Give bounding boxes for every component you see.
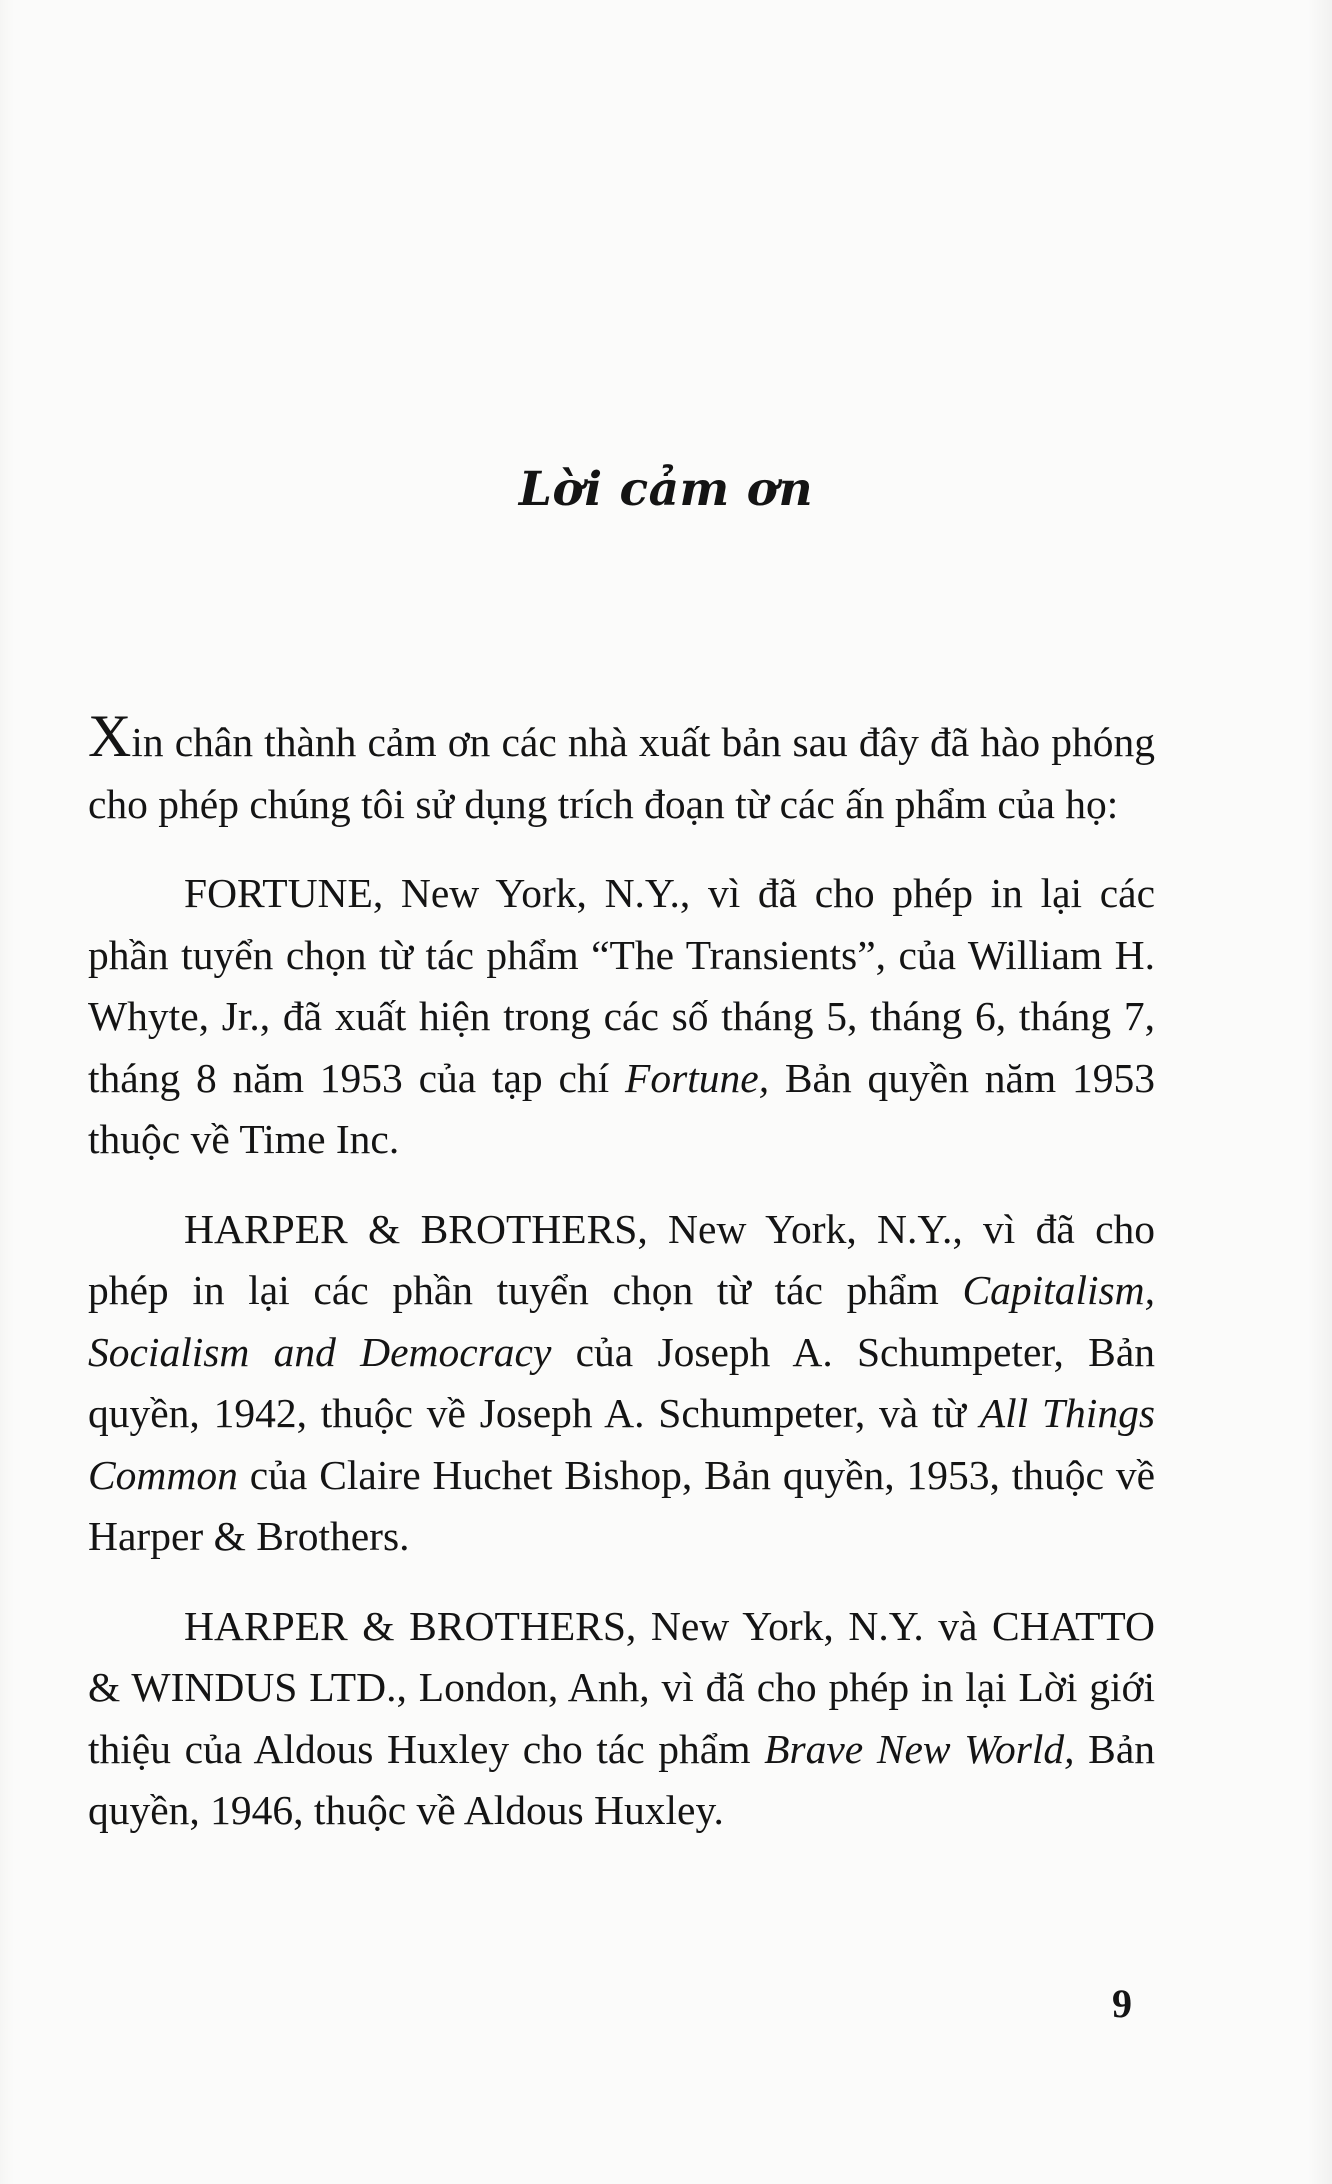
intro-paragraph <box>88 703 1155 835</box>
capitalism-book-title: Capitalism, Socialism and Democracy <box>88 1267 1155 1375</box>
reverse-side-bleed-through <box>98 200 1208 632</box>
drop-cap-letter: X <box>88 703 132 769</box>
page-number: 9 <box>1112 1981 1132 2026</box>
intro-paragraph-text: in chân thành cảm ơn các nhà xuất bản sau đây đã hào phóng cho phép chúng tôi sử dụng trích đoạn từ các ấn phẩm của họ: <box>88 719 1155 827</box>
harper-paragraph-text-end: của Claire Huchet Bishop, Bản quyền, 1953, thuộc về Harper & Brothers. <box>88 1451 1155 1559</box>
brave-new-world-book-title: Brave New World, <box>764 1725 1075 1772</box>
harper-chatto-paragraph-text: HARPER & BROTHERS, New York, N.Y. và CHATTO & WINDUS LTD., London, Anh, vì đã cho phép in lại Lời giới thiệu của Aldous Huxley cho tác phẩm <box>88 1602 1155 1772</box>
harper-paragraph <box>88 1199 1155 1568</box>
harper-paragraph-text: HARPER & BROTHERS, New York, N.Y., vì đã cho phép in lại các phần tuyển chọn từ tác phẩm <box>88 1205 1155 1313</box>
acknowledgements-body <box>88 703 1156 1870</box>
fortune-paragraph-text: FORTUNE, New York, N.Y., vì đã cho phép in lại các phần tuyển chọn từ tác phẩm “The Transients”, của William H. Whyte, Jr., đã xuất hiện trong các số tháng 5, tháng 6, tháng 7, tháng 8 năm 1953 của tạp chí <box>88 870 1155 1101</box>
page-title: Lời cảm ơn <box>518 462 814 517</box>
fortune-magazine-title: Fortune, <box>625 1054 770 1101</box>
fortune-paragraph <box>88 863 1155 1171</box>
harper-paragraph-text-mid: của Joseph A. Schumpeter, Bản quyền, 1942, thuộc về Joseph A. Schumpeter, và từ <box>88 1328 1155 1436</box>
all-things-common-book-title: All Things Common <box>88 1390 1155 1498</box>
harper-chatto-paragraph <box>88 1596 1155 1842</box>
harper-chatto-paragraph-text-end: Bản quyền, 1946, thuộc về Aldous Huxley. <box>88 1725 1156 1833</box>
fortune-paragraph-text-end: Bản quyền năm 1953 thuộc về Time Inc. <box>88 1054 1155 1162</box>
